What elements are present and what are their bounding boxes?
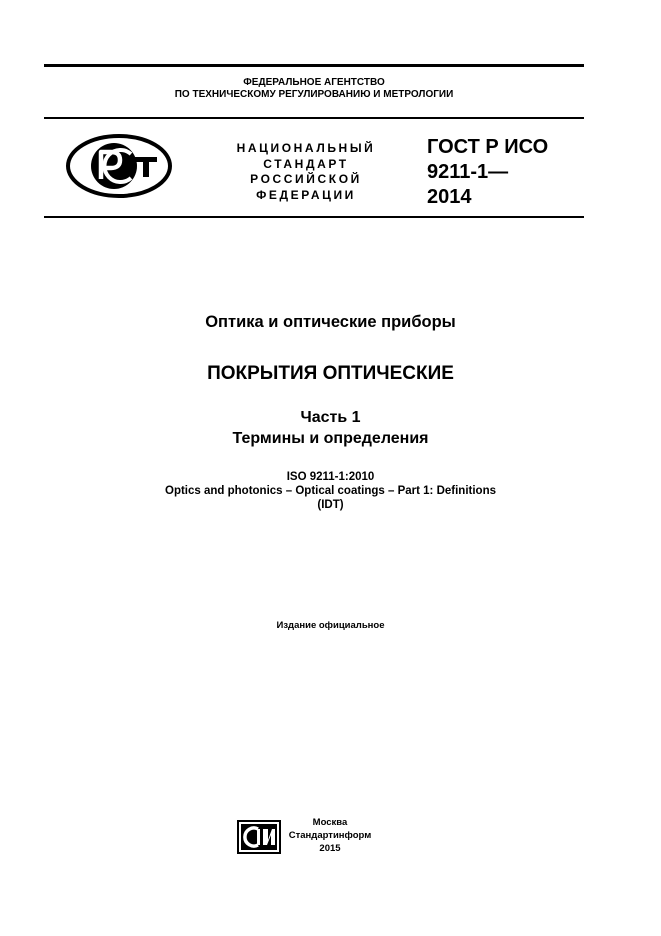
standard-block-rule: [44, 216, 584, 218]
publisher-name: Стандартинформ: [288, 830, 372, 841]
edition-label: Издание официальное: [276, 620, 385, 631]
publisher-city: Москва: [312, 817, 348, 828]
iso-title: Optics and photonics – Optical coatings – Part 1: Definitions: [165, 485, 496, 497]
field-title: Оптика и оптические приборы: [205, 313, 456, 331]
top-rule: [44, 64, 584, 67]
national-line-4: ФЕДЕРАЦИИ: [256, 187, 356, 202]
agency-line-1: ФЕДЕРАЛЬНОЕ АГЕНТСТВО: [243, 77, 385, 88]
designation-line-3: 2014: [427, 186, 472, 208]
designation-line-1: ГОСТ Р ИСО: [427, 136, 549, 158]
iso-code: ISO 9211-1:2010: [286, 471, 375, 483]
rst-certification-mark-icon: [65, 133, 173, 199]
publisher-year: 2015: [319, 843, 341, 854]
header-rule: [44, 117, 584, 119]
part-title: Термины и определения: [232, 430, 429, 447]
national-line-1: НАЦИОНАЛЬНЫЙ: [236, 141, 376, 155]
publisher-block: [286, 816, 374, 855]
main-title: ПОКРЫТИЯ ОПТИЧЕСКИЕ: [207, 363, 454, 384]
designation-line-2: 9211-1—: [427, 161, 509, 183]
standartinform-logo-icon: [237, 820, 281, 854]
national-line-3: РОССИЙСКОЙ: [250, 172, 362, 186]
iso-reference: [0, 470, 661, 512]
part-heading: [0, 407, 661, 449]
iso-degree: (IDT): [317, 499, 344, 511]
national-line-2: СТАНДАРТ: [263, 156, 349, 171]
agency-line-2: ПО ТЕХНИЧЕСКОМУ РЕГУЛИРОВАНИЮ И МЕТРОЛОГИИ: [174, 89, 454, 100]
national-standard-label: [218, 141, 394, 203]
agency-header: [44, 77, 584, 101]
part-number: Часть 1: [300, 409, 361, 426]
standard-designation: [427, 135, 548, 210]
